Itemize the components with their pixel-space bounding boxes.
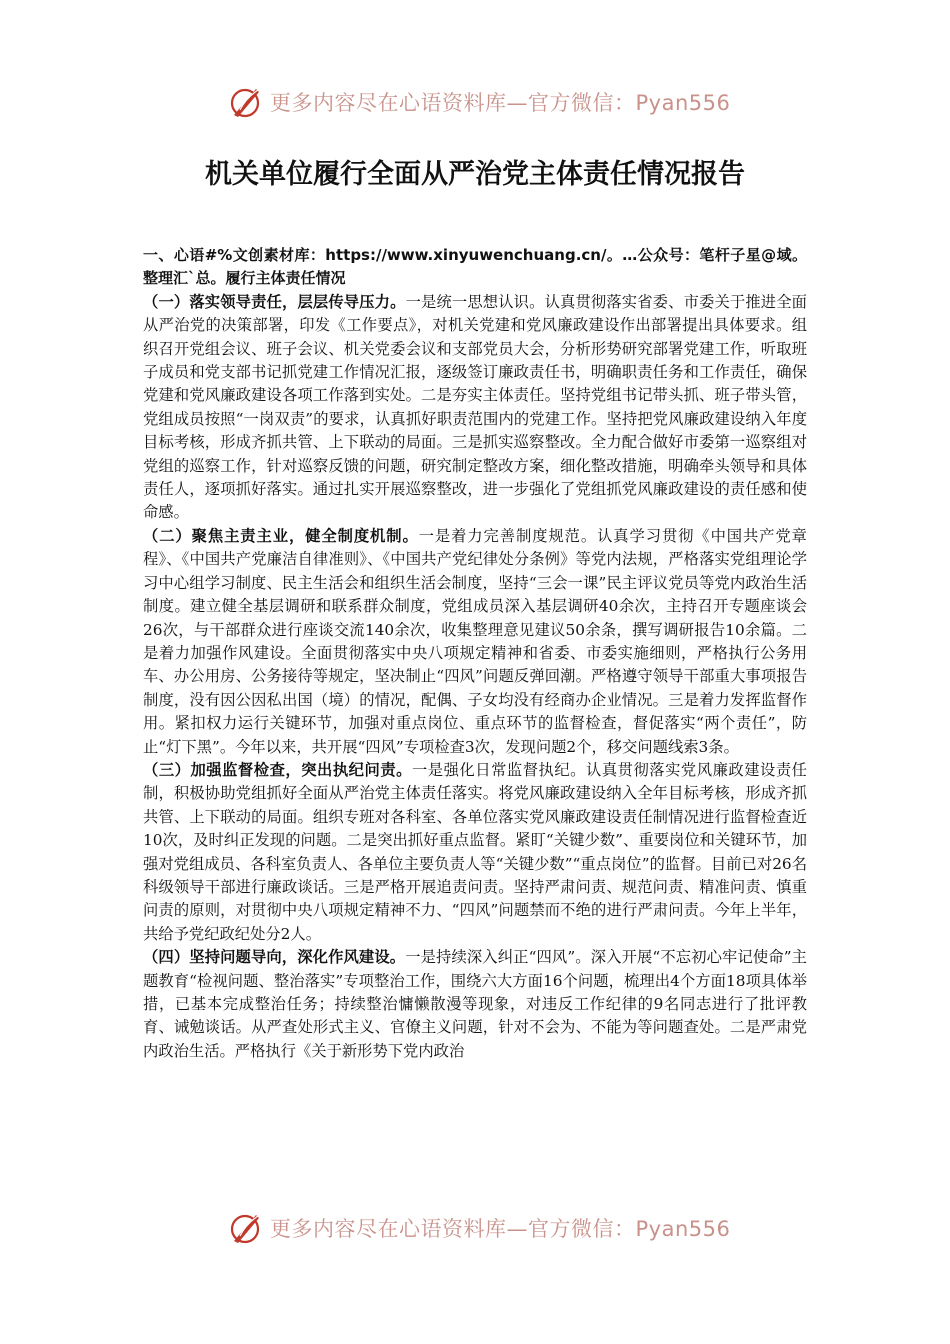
banner-text: 更多内容尽在心语资料库—官方微信：Pyan556: [270, 91, 731, 115]
paragraph-text: 一是统一思想认识。认真贯彻落实省委、市委关于推进全面从严治党的决策部署，印发《工作要点》，对机关党建和党风廉政建设作出部署提出具体要求。组织召开党组会议、班子会议、机关党委会议和支部党员大会，分析形势研究部署党建工作，听取班子成员和党支部书记抓党建工作情况汇报，逐级签订廉政责任书，明确职责任务和工作责任，确保党建和党风廉政建设各项工作落到实处。二是夯实主体责任。坚持党组书记带头抓、班子带头管，党组成员按照“一岗双责”的要求，认真抓好职责范围内的党建工作。坚持把党风廉政建设纳入年度目标考核，形成齐抓共管、上下联动的局面。三是抓实巡察整改。全力配合做好市委第一巡察组对党组的巡察工作，针对巡察反馈的问题，研究制定整改方案，细化整改措施，明确牵头领导和具体责任人，逐项抓好落实。通过扎实开展巡察整改，进一步强化了党组抓党风廉政建设的责任感和使命感。: [143, 292, 807, 522]
paragraph-lead: （三）加强监督检查，突出执纪问责。: [143, 760, 412, 779]
header-watermark-banner: [228, 82, 730, 122]
paragraph-4: [143, 946, 807, 1063]
paragraph-1: [143, 291, 807, 525]
paragraph-lead: （四）坚持问题导向，深化作风建设。: [143, 948, 406, 967]
quill-logo-icon: [228, 1210, 264, 1246]
section-heading: 一、心语#%文创素材库：https://www.xinyuwenchuang.cn/。…公众号：笔杆子星@域。整理汇`总。履行主体责任情况: [143, 246, 807, 288]
paragraph-lead: （一）落实领导责任，层层传导压力。: [143, 292, 406, 311]
document-body: [143, 244, 807, 1063]
paragraph-3: [143, 759, 807, 946]
paragraph-text: 一是强化日常监督执纪。认真贯彻落实党风廉政建设责任制，积极协助党组抓好全面从严治党主体责任落实。将党风廉政建设纳入全年目标考核，形成齐抓共管、上下联动的局面。组织专班对各科室、各单位落实党风廉政建设责任制情况进行监督检查近10次，及时纠正发现的问题。二是突出抓好重点监督。紧盯“关键少数”、重要岗位和关键环节，加强对党组成员、各科室负责人、各单位主要负责人等“关键少数”“重点岗位”的监督。目前已对26名科级领导干部进行廉政谈话。三是严格开展追责问责。坚持严肃问责、规范问责、精准问责、慎重问责的原则，对贯彻中央八项规定精神不力、“四风”问题禁而不绝的进行严肃问责。今年上半年，共给予党纪政纪处分2人。: [143, 760, 807, 943]
quill-logo-icon: [228, 84, 264, 120]
paragraph-text: 一是持续深入纠正“四风”。深入开展“不忘初心牢记使命”主题教育“检视问题、整治落实”专项整治工作，围绕六大方面16个问题，梳理出4个方面18项具体举措，已基本完成整治任务；持续整治慵懒散漫等现象，对违反工作纪律的9名同志进行了批评教育、诫勉谈话。从严查处形式主义、官僚主义问题，针对不会为、不能为等问题查处。二是严肃党内政治生活。严格执行《关于新形势下党内政治: [143, 948, 807, 1060]
banner-text: 更多内容尽在心语资料库—官方微信：Pyan556: [270, 1217, 731, 1241]
paragraph-lead: （二）聚焦主责主业，健全制度机制。: [143, 526, 419, 545]
paragraph-2: [143, 525, 807, 759]
page-title: 机关单位履行全面从严治党主体责任情况报告: [205, 159, 745, 190]
footer-watermark-banner: [228, 1208, 730, 1248]
paragraph-text: 一是着力完善制度规范。认真学习贯彻《中国共产党章程》、《中国共产党廉洁自律准则》、《中国共产党纪律处分条例》等党内法规，严格落实党组理论学习中心组学习制度、民主生活会和组织生活会制度，坚持“三会一课”民主评议党员等党内政治生活制度。建立健全基层调研和联系群众制度，党组成员深入基层调研40余次，主持召开专题座谈会26次，与干部群众进行座谈交流140余次，收集整理意见建议50余条，撰写调研报告10余篇。二是着力加强作风建设。全面贯彻落实中央八项规定精神和省委、市委实施细则，严格执行公务用车、办公用房、公务接待等规定，坚决制止“四风”问题反弹回潮。严格遵守领导干部重大事项报告制度，没有因公因私出国（境）的情况，配偶、子女均没有经商办企业情况。三是着力发挥监督作用。紧扣权力运行关键环节，加强对重点岗位、重点环节的监督检查，督促落实“两个责任”，防止“灯下黑”。今年以来，共开展“四风”专项检查3次，发现问题2个，移交问题线索3条。: [143, 526, 807, 756]
